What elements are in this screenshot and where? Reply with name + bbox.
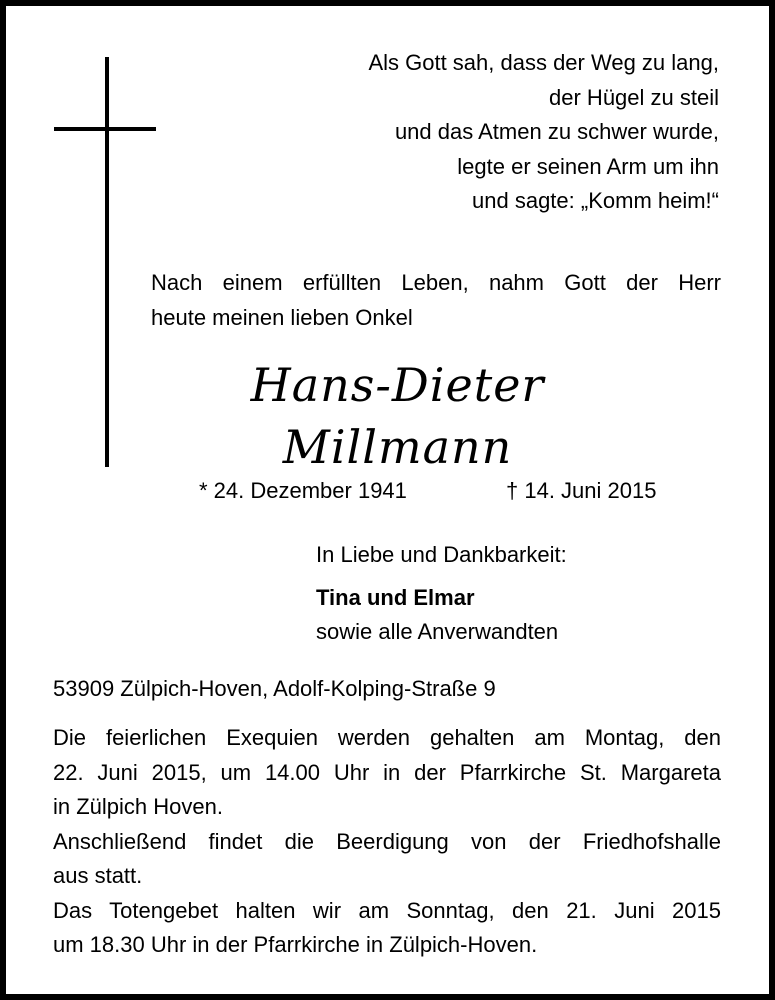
poem: [368, 46, 719, 219]
obituary-card: [6, 6, 769, 994]
details-line: in Zülpich Hoven.: [53, 794, 223, 819]
intro-text: [151, 266, 721, 335]
details-line: aus statt.: [53, 863, 143, 888]
details-line: Das Totengebet halten wir am Sonntag, den 21. Juni 2015: [53, 897, 721, 923]
poem-line: legte er seinen Arm um ihn: [457, 153, 719, 179]
intro-line: heute meinen lieben Onkel: [151, 304, 413, 330]
thanks-heading: In Liebe und Dankbarkeit:: [316, 542, 567, 567]
cross-icon-bar: [54, 127, 156, 131]
service-details: [53, 721, 721, 963]
birth-date: * 24. Dezember 1941: [199, 478, 407, 503]
details-line: um 18.30 Uhr in der Pfarrkirche in Zülpich-Hoven.: [53, 932, 538, 957]
deceased-last-name: Millmann: [282, 420, 513, 474]
deceased-first-name: Hans-Dieter: [250, 358, 545, 412]
poem-line: und sagte: „Komm heim!“: [472, 188, 719, 213]
poem-line: Als Gott sah, dass der Weg zu lang,: [368, 50, 719, 75]
details-line: Anschließend findet die Beerdigung von der Friedhofshalle: [53, 828, 721, 854]
death-date: † 14. Juni 2015: [506, 478, 657, 503]
intro-line: Nach einem erfüllten Leben, nahm Gott der Herr: [151, 270, 721, 295]
mourners-block: [316, 538, 567, 650]
relatives-line: sowie alle Anverwandten: [316, 619, 559, 644]
poem-line: der Hügel zu steil: [549, 84, 719, 110]
details-line: Die feierlichen Exequien werden gehalten am Montag, den: [53, 725, 721, 750]
poem-line: und das Atmen zu schwer wurde,: [394, 119, 719, 144]
address: 53909 Zülpich-Hoven, Adolf-Kolping-Straße 9: [53, 676, 496, 701]
mourners-names: Tina und Elmar: [316, 584, 475, 610]
details-line: 22. Juni 2015, um 14.00 Uhr in der Pfarrkirche St. Margareta: [53, 759, 721, 785]
